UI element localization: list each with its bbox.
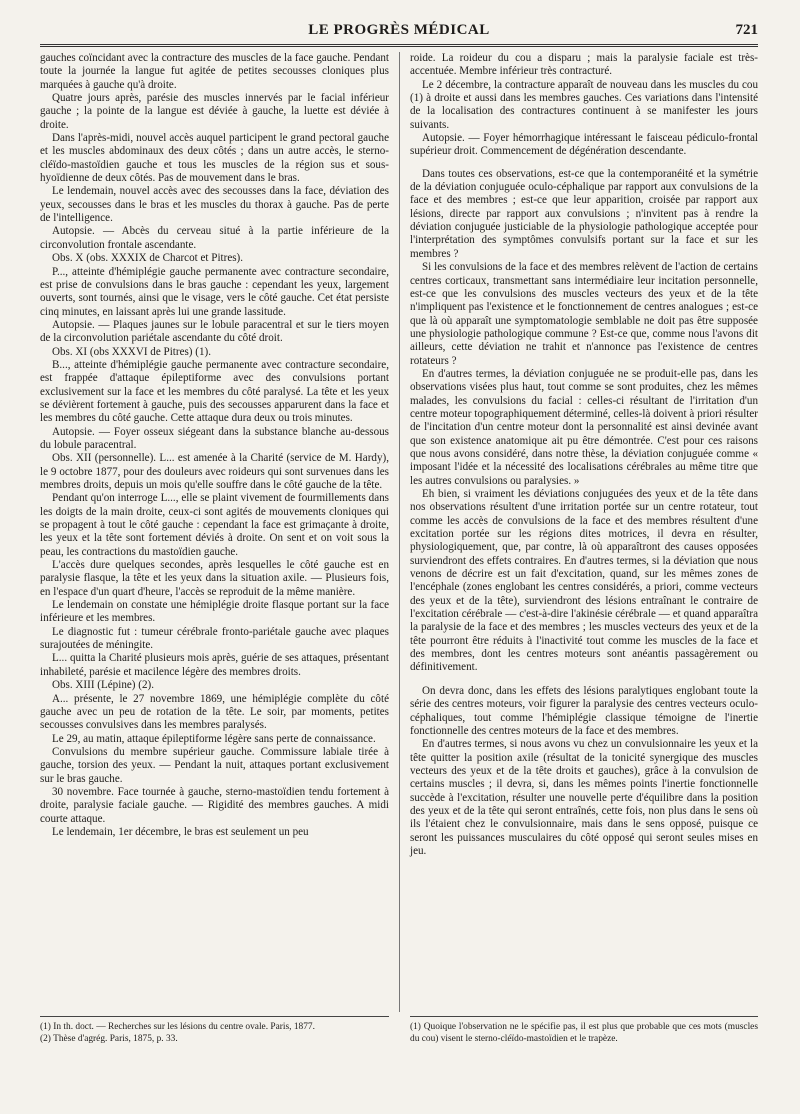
paragraph: Autopsie. — Foyer osseux siégeant dans la substance blanche au-dessous du lobule paracentral. (40, 425, 389, 451)
paragraph: roide. La roideur du cou a disparu ; mais la paralysie faciale est très-accentuée. Membre inférieur très contracturé. (410, 52, 758, 78)
paragraph: B..., atteinte d'hémiplégie gauche permanente avec contracture secondaire, est frappée d'attaque épileptiforme avec des convulsions portant exclusivement sur la face et les membres du côté paralysé. La tête et les yeux se dévièrent fortement à gauche, puis des secousses apparurent dans la face et les membres du côté gauche. Cette attaque dura deux ou trois minutes. (40, 358, 389, 425)
footnote: (1) Quoique l'observation ne le spécifie pas, il est plus que probable que ces mots (muscles du cou) visent le sterno-cléïdo-mastoïdien et le trapèze. (410, 1022, 758, 1044)
paragraph: Autopsie. — Foyer hémorrhagique intéressant le faisceau pédiculo-frontal supérieur droit. Commencement de dégénération descendante. (410, 132, 758, 158)
paragraph: L'accès dure quelques secondes, après lesquelles le côté gauche est en paralysie flasque, la tête et les yeux dans la situation axile. — Plusieurs fois, en l'espace d'un quart d'heure, l'accès se reproduit de la même manière. (40, 559, 389, 598)
paragraph: Eh bien, si vraiment les déviations conjuguées des yeux et de la tête dans nos observations résultent d'une irritation portée sur un centre rotateur, tout comme les accès de convulsions de la face et des membres résultent d'une excitation portée sur les régions dites motrices, il devra en résulter, physiologiquement, que, par contre, là où apparaîtront des causes opposées surviendront des effets contraires. En d'autres termes, si la déviation que nous venons de décrire est un fait d'excitation, quand, sur les mêmes zones de l'encéphale (zones englobant les centres considérés, a priori, comme vecteurs des yeux et de la tête), surviendront des lésions entraînant le contraire de l'excitation cérébrale — c'est-à-dire l'akinésie cérébrale — et quand apparaîtra la paralysie de la face et des membres ; les muscles vecteurs des yeux et de la tête pourront être réduits à l'inactivité tout comme les muscles de la face et des membres, dont les centres moteurs sont anéantis passagèrement ou définitivement. (410, 488, 758, 674)
paragraph: En d'autres termes, la déviation conjuguée ne se produit-elle pas, dans les observations visées plus haut, tout comme se sont produites, chez les mêmes malades, les convulsions du facial : celles-ci résultant de l'irritation d'un centre moteur topographiquement déterminé, celles-là doivent à priori résulter de l'incitation d'un centre moteur dont la personnalité est ainsi devinée avant que son existence anatomique ait pu être démontrée. C'est pour ces raisons que nous avons considéré, dans notre thèse, la déviation conjuguée comme « imposant l'idée et la nécessité des localisations cérébrales au même titre que les autres convulsions ou paralysies. » (410, 367, 758, 487)
header-rule (40, 44, 758, 47)
footnote-rule-left (40, 1016, 389, 1017)
paragraph: En d'autres termes, si nous avons vu chez un convulsionnaire les yeux et la tête quitter la position axile (résultat de la tonicité synergique des muscles vecteurs des yeux et de la tête droits et gauches), grâce à la convulsion de certains muscles ; il devra, si, dans les mêmes points l'inertie fonctionnelle succède à l'excitation, résulter une nouvelle perte d'équilibre dans la position des yeux et de la tête qui seront entraînés, cette fois, non plus dans le sens où ils l'étaient chez le convulsionnaire, mais dans le sens opposé, puisque ce seront les puissances musculaires du côté opposé qui seront seules mises en jeu. (410, 738, 758, 857)
paragraph: Autopsie. — Abcès du cerveau situé à la partie inférieure de la circonvolution frontale ascendante. (40, 225, 389, 251)
paragraph: Dans toutes ces observations, est-ce que la contemporanéité et la symétrie de la déviation conjuguée oculo-céphalique par rapport aux convulsions de la face et des membres ; est-ce que leur apparition, croisée par rapport aux lésions, directe par rapport aux convulsions ; n'invitent pas à rendre la déviation conjuguée justiciable de la physiologie pathologique acceptée pour l'interprétation des symptômes convulsifs portant sur la face et sur les membres ? (410, 167, 758, 260)
paragraph: Le diagnostic fut : tumeur cérébrale fronto-pariétale gauche avec plaques surajoutées de méningite. (40, 625, 389, 652)
paragraph: Le lendemain, 1er décembre, le bras est seulement un peu (52, 825, 309, 838)
column-divider (399, 52, 400, 1012)
paragraph: Autopsie. — Plaques jaunes sur le lobule paracentral et sur le tiers moyen de la circonvolution pariétale ascendante du côté droit. (40, 318, 389, 345)
page-number: 721 (735, 22, 758, 38)
right-column (410, 52, 758, 858)
footnotes-left (40, 1021, 389, 1045)
page-header (40, 18, 758, 40)
paragraph: Quatre jours après, parésie des muscles innervés par le facial inférieur gauche ; la pointe de la langue est déviée à gauche, la luette est déviée à droite. (40, 92, 389, 131)
paragraph: Obs. XIII (Lépine) (2). (52, 679, 154, 692)
paragraph: gauches coïncidant avec la contracture des muscles de la face gauche. Pendant toute la journée la langue fut agitée de petites secousses cloniques plus marquées à gauche qu'à droite. (40, 52, 389, 91)
paragraph: A... présente, le 27 novembre 1869, une hémiplégie complète du côté gauche avec un peu de rotation de la tête. Le soir, par moments, petites secousses convulsives dans les membres paralysés. (40, 692, 389, 732)
paragraph: Le 2 décembre, la contracture apparaît de nouveau dans les muscles du cou (1) à droite et aussi dans les membres gauches. Ces variations dans l'intensité de la localisation des contractures continuent à se manifester les jours suivants. (410, 78, 758, 131)
paragraph: On devra donc, dans les effets des lésions paralytiques englobant toute la série des centres moteurs, voir figurer la paralysie des centres vecteurs oculo-céphaliques, tout comme l'hémiplégie classique témoigne de l'inertie fonctionnelle des centres moteurs de la face et des membres. (410, 684, 758, 737)
paragraph: L... quitta la Charité plusieurs mois après, guérie de ses attaques, présentant inhabileté, parésie et macilence légère des membres droits. (40, 652, 389, 678)
paragraph: Le lendemain on constate une hémiplégie droite flasque portant sur la face inférieure et les membres. (40, 599, 389, 625)
paragraph: P..., atteinte d'hémiplégie gauche permanente avec contracture secondaire, est prise de convulsions dans le bras gauche : cependant les yeux, largement ouverts, sont tournés, ainsi que le visage, vers le côté gauche. Cet état persiste cinq minutes, en laissant après lui une grande lassitude. (40, 265, 389, 318)
paragraph: Obs. X (obs. XXXIX de Charcot et Pitres). (52, 252, 244, 265)
paragraph: Obs. XI (obs XXXVI de Pitres) (1). (52, 345, 211, 358)
paragraph: Convulsions du membre supérieur gauche. Commissure labiale tirée à gauche, torsion des yeux. — Pendant la nuit, attaques portant exclusivement sur le bras gauche. (40, 745, 389, 785)
paragraph: Le lendemain, nouvel accès avec des secousses dans la face, déviation des yeux, secousses dans le bras et les muscles du thorax à gauche. Pas de perte de l'intelligence. (40, 185, 389, 225)
paragraph: Si les convulsions de la face et des membres relèvent de l'action de certains centres corticaux, transmettant sans intermédiaire leur incitation personnelle, est-ce que les convulsions des muscles vecteurs des yeux et de la tête n'impliquent pas l'existence et le fonctionnement de centres analogues ; est-ce que là où apparaît une symptomatologie semblable ne doit pas être supposée une physiologie pathologique commune ? Est-ce que, comme nous l'avons dit ailleurs, cette déviation ne trahit et n'annonce pas l'existence de centres rotateurs ? (410, 261, 758, 367)
paragraph: Obs. XII (personnelle). L... est amenée à la Charité (service de M. Hardy), le 9 octobre 1877, pour des douleurs avec roideurs qui sont survenues dans les membres droits, depuis un mois qu'elle souffre dans le côté gauche de la tête. (40, 452, 389, 491)
paragraph: Le 29, au matin, attaque épileptiforme légère sans perte de connaissance. (52, 732, 376, 745)
journal-title: LE PROGRÈS MÉDICAL (308, 22, 490, 38)
paragraph: Pendant qu'on interroge L..., elle se plaint vivement de fourmillements dans les doigts de la main droite, ceux-ci sont agités de mouvements cloniques qui se propagent à tout le côté gauche : cependant la face est grimaçante à droite, les yeux et la tête sont fortement déviés à droite. On sent et on voit sous la peau, les contractions du mastoïdien gauche. (40, 492, 389, 558)
footnote: (1) In th. doct. — Recherches sur les lésions du centre ovale. Paris, 1877. (40, 1022, 315, 1032)
footnote-rule-right (410, 1016, 758, 1017)
footnotes-right (410, 1021, 758, 1045)
left-column (40, 52, 389, 839)
footnote: (2) Thèse d'agrég. Paris, 1875, p. 33. (40, 1034, 178, 1044)
paragraph: Dans l'après-midi, nouvel accès auquel participent le grand pectoral gauche et les muscles abdominaux des deux côtés ; dans un autre accès, le sterno-cléïdo-mastoïdien gauche et tous les muscles de la région sus et sous-hyoïdienne de deux côtés. Pas de mouvement dans le bras. (40, 132, 389, 185)
paragraph: 30 novembre. Face tournée à gauche, sterno-mastoïdien tendu fortement à droite, paralysie faciale gauche. — Rigidité des membres gauches. A midi courte attaque. (40, 785, 389, 825)
